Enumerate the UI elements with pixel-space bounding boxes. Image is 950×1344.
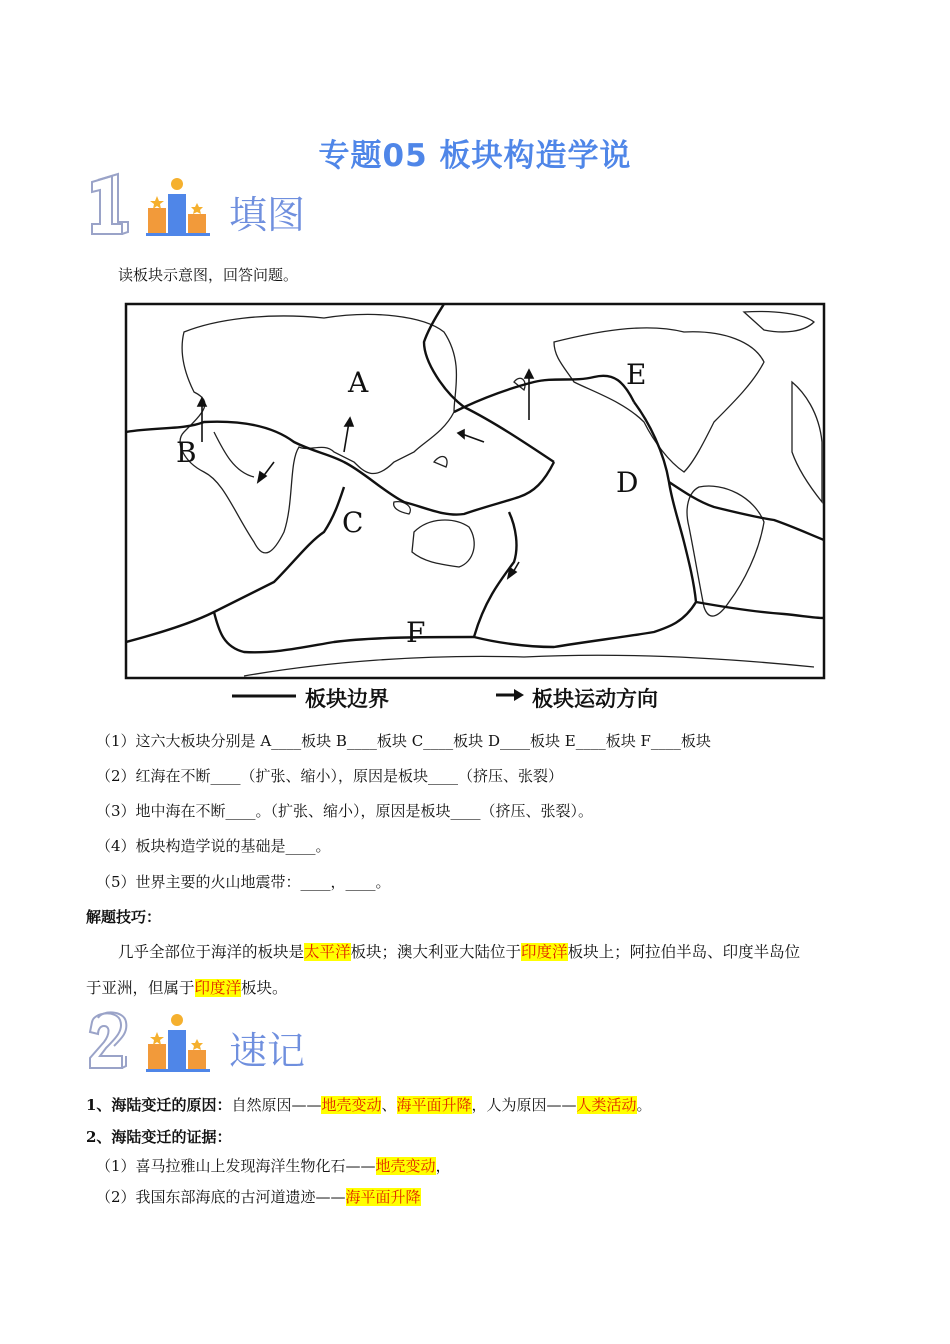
- section-1-heading: 填图: [229, 193, 306, 237]
- tips-label: 解题技巧：: [86, 908, 162, 926]
- tips-line-2: 于亚洲，但属于印度洋板块。: [86, 979, 288, 997]
- section-header-1: [86, 172, 486, 242]
- legend-boundary-line: [232, 692, 298, 700]
- note-2-label: 2、海陆变迁的证据：: [86, 1128, 232, 1146]
- question-4: （4）板块构造学说的基础是____。: [96, 837, 331, 855]
- plate-label-c: C: [342, 506, 364, 539]
- podium-icon: [146, 1012, 212, 1072]
- question-5: （5）世界主要的火山地震带：____，____。: [96, 873, 391, 891]
- question-3: （3）地中海在不断____。（扩张、缩小），原因是板块____（挤压、张裂）。: [96, 802, 594, 820]
- plate-label-d: D: [616, 466, 639, 499]
- plate-label-e: E: [626, 358, 647, 391]
- question-2: （2）红海在不断____（扩张、缩小），原因是板块____（挤压、张裂）: [96, 767, 564, 785]
- legend-motion-label: 板块运动方向: [532, 687, 658, 711]
- legend-arrow-icon: [496, 688, 526, 702]
- legend-boundary-label: 板块边界: [305, 687, 389, 711]
- intro-text: 读板块示意图，回答问题。: [118, 266, 299, 284]
- note-1: 1、海陆变迁的原因：自然原因——地壳变动、海平面升降，人为原因——人类活动。: [86, 1096, 652, 1114]
- plate-label-a: A: [348, 366, 369, 399]
- evidence-2: （2）我国东部海底的古河道遗迹——海平面升降: [96, 1188, 421, 1206]
- section-2-heading: 速记: [229, 1029, 306, 1073]
- plate-map: [124, 302, 826, 722]
- number-1-icon: [86, 172, 134, 238]
- section-header-2: [86, 1008, 486, 1078]
- evidence-1: （1）喜马拉雅山上发现海洋生物化石——地壳变动，: [96, 1157, 451, 1175]
- number-2-icon: [86, 1008, 134, 1074]
- tips-line-1: 几乎全部位于海洋的板块是太平洋板块；澳大利亚大陆位于印度洋板块上；阿拉伯半岛、印度半岛位: [118, 943, 801, 961]
- question-1: （1）这六大板块分别是 A____板块 B____板块 C____板块 D____板块 E____板块 F____板块: [96, 732, 711, 750]
- plate-label-b: B: [176, 436, 197, 469]
- podium-icon: [146, 176, 212, 236]
- page-title: 专题05 板块构造学说: [318, 138, 632, 174]
- plate-label-f: F: [406, 616, 426, 649]
